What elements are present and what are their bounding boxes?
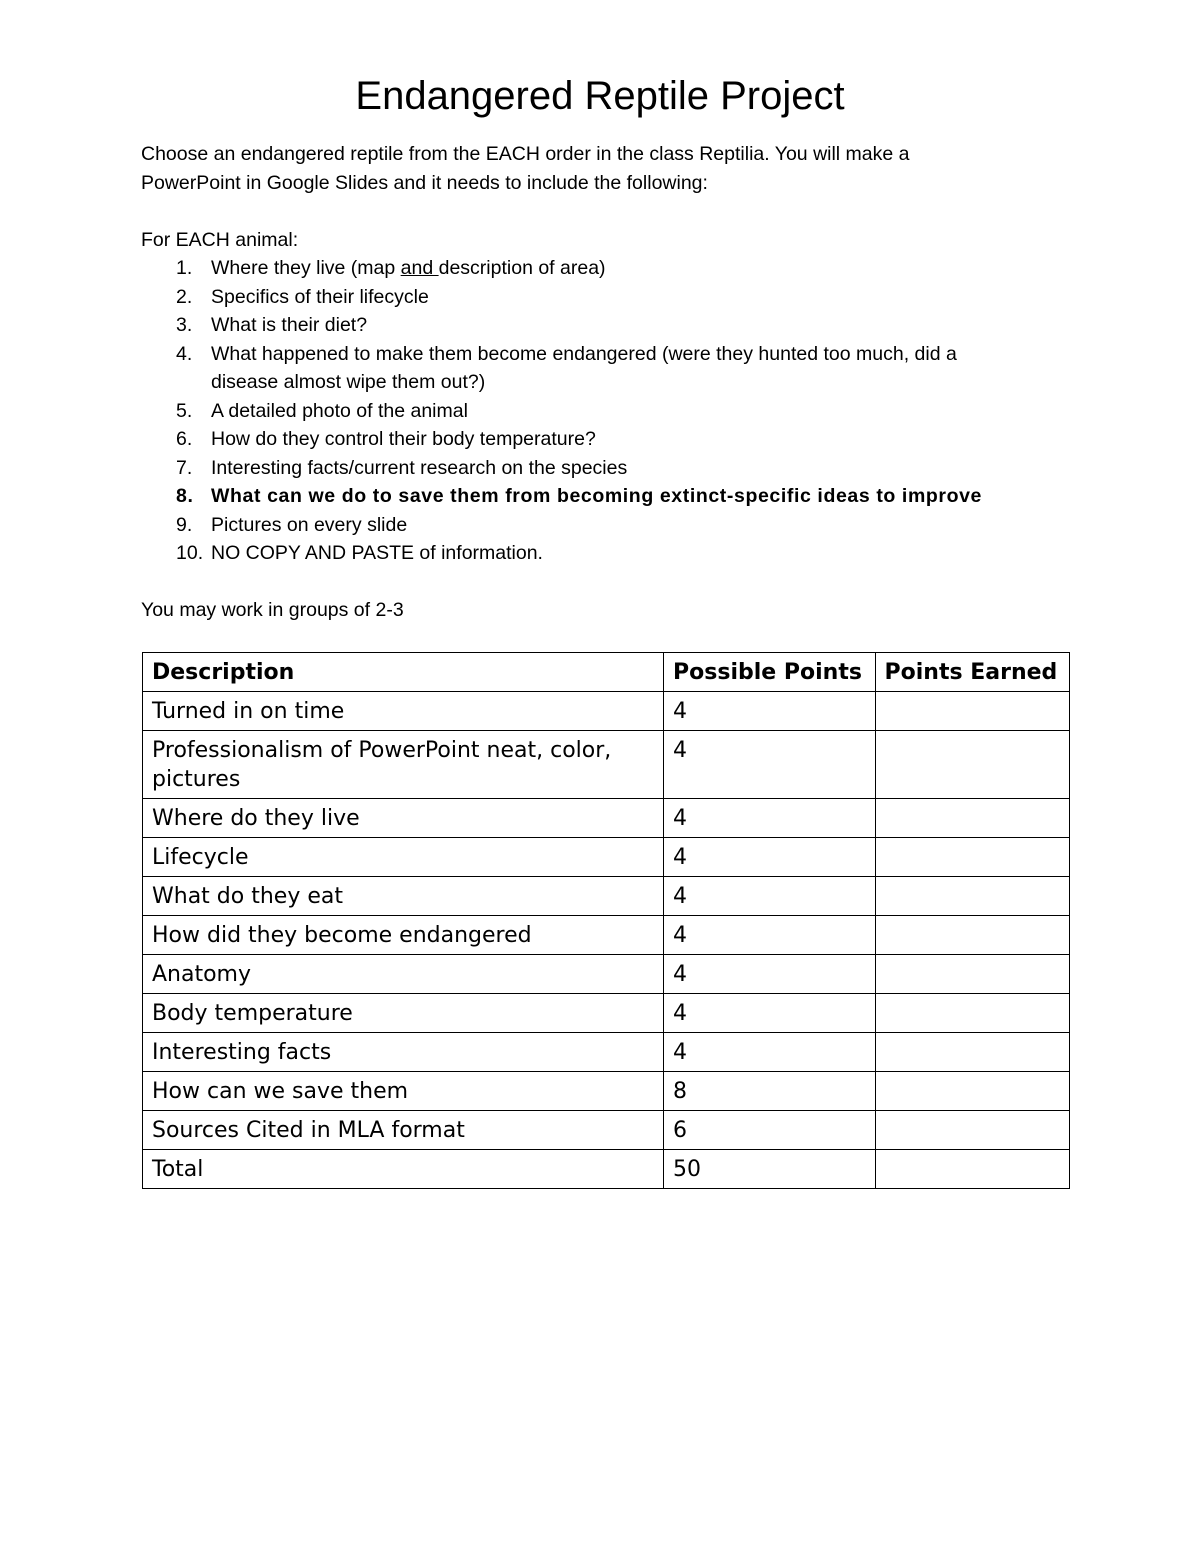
cell-possible-points: 4: [664, 994, 875, 1033]
cell-description: Interesting facts: [143, 1033, 664, 1072]
item-text: Where they live (map: [211, 257, 401, 279]
table-row: [143, 1111, 1070, 1150]
page-title: Endangered Reptile Project: [355, 74, 845, 118]
item-text: Pictures on every slide: [211, 513, 408, 536]
cell-description: Sources Cited in MLA format: [143, 1111, 664, 1150]
item-number: 1.: [176, 257, 193, 279]
cell-points-earned[interactable]: [875, 1072, 1069, 1111]
list-item: [141, 482, 1101, 511]
item-number: 6.: [176, 428, 193, 450]
list-item: [141, 311, 1101, 340]
item-number: 3.: [176, 314, 193, 336]
table-row: [143, 1033, 1070, 1072]
list-item: [141, 425, 1101, 454]
header-description: Description: [143, 653, 664, 692]
rubric-body: [143, 692, 1070, 1189]
item-text-continued: disease almost wipe them out?): [211, 371, 486, 393]
item-number: 2.: [176, 285, 193, 308]
item-text: What is their diet?: [211, 314, 368, 336]
table-row: [143, 955, 1070, 994]
cell-description: Turned in on time: [143, 692, 664, 731]
cell-points-earned[interactable]: [875, 799, 1069, 838]
item-text: What can we do to save them from becoming extinct-specific ideas to improve: [211, 485, 982, 507]
cell-description: How did they become endangered: [143, 916, 664, 955]
table-header-row: [143, 653, 1070, 692]
cell-description: Where do they live: [143, 799, 664, 838]
cell-possible-points: 4: [664, 838, 875, 877]
cell-description: Anatomy: [143, 955, 664, 994]
cell-points-earned[interactable]: [875, 994, 1069, 1033]
cell-possible-points: 4: [664, 731, 875, 799]
instructions-section: [141, 140, 1101, 625]
table-row: [143, 799, 1070, 838]
item-text: Interesting facts/current research on the species: [211, 456, 628, 479]
spacer: [141, 568, 1101, 597]
item-number: 7.: [176, 456, 193, 479]
item-text: How do they control their body temperature?: [211, 428, 596, 450]
list-item: [141, 397, 1101, 426]
list-item: [141, 283, 1101, 312]
item-text: Specifics of their lifecycle: [211, 285, 429, 308]
cell-possible-points: 8: [664, 1072, 875, 1111]
cell-points-earned[interactable]: [875, 838, 1069, 877]
table-row: [143, 731, 1070, 799]
header-possible-points: Possible Points: [664, 653, 875, 692]
cell-possible-points: 4: [664, 916, 875, 955]
list-item: [141, 539, 1101, 568]
intro-line-2: PowerPoint in Google Slides and it needs to include the following:: [141, 171, 708, 194]
table-row: [143, 838, 1070, 877]
item-text: A detailed photo of the animal: [211, 399, 468, 422]
spacer: [141, 197, 1101, 226]
cell-possible-points: 4: [664, 1033, 875, 1072]
item-number: 8.: [176, 485, 194, 507]
list-item: [141, 454, 1101, 483]
cell-description: How can we save them: [143, 1072, 664, 1111]
cell-points-earned[interactable]: [875, 877, 1069, 916]
for-each-label: For EACH animal:: [141, 228, 299, 251]
table-row: [143, 692, 1070, 731]
cell-points-earned[interactable]: [875, 1111, 1069, 1150]
list-item: [141, 340, 1101, 397]
list-item: [141, 254, 1101, 283]
table-row: [143, 877, 1070, 916]
cell-description: Lifecycle: [143, 838, 664, 877]
cell-points-earned[interactable]: [875, 731, 1069, 799]
item-number: 9.: [176, 513, 193, 536]
cell-possible-points: 4: [664, 692, 875, 731]
header-points-earned: Points Earned: [875, 653, 1069, 692]
groups-note: You may work in groups of 2-3: [141, 599, 404, 621]
cell-possible-points: 6: [664, 1111, 875, 1150]
cell-points-earned[interactable]: [875, 916, 1069, 955]
cell-description: Professionalism of PowerPoint neat, color, pictures: [143, 731, 664, 799]
cell-points-earned[interactable]: [875, 955, 1069, 994]
table-row: [143, 1150, 1070, 1189]
item-text: What happened to make them become endangered (were they hunted too much, did a: [211, 342, 957, 365]
item-number: 10.: [176, 542, 204, 564]
item-text: NO COPY AND PASTE of information.: [211, 542, 543, 564]
underlined-text: and: [400, 257, 439, 279]
cell-points-earned[interactable]: [875, 1150, 1069, 1189]
table-row: [143, 916, 1070, 955]
cell-points-earned[interactable]: [875, 692, 1069, 731]
cell-points-earned[interactable]: [875, 1033, 1069, 1072]
requirements-list: [141, 254, 1101, 568]
item-number: 5.: [176, 399, 193, 422]
rubric-table: [142, 652, 1070, 1189]
list-item: [141, 511, 1101, 540]
cell-description: Body temperature: [143, 994, 664, 1033]
cell-possible-points: 4: [664, 799, 875, 838]
cell-possible-points: 4: [664, 955, 875, 994]
item-number: 4.: [176, 342, 193, 365]
cell-possible-points: 4: [664, 877, 875, 916]
table-row: [143, 994, 1070, 1033]
cell-possible-points: 50: [664, 1150, 875, 1189]
item-text: description of area): [438, 257, 606, 279]
cell-description: Total: [143, 1150, 664, 1189]
cell-description: What do they eat: [143, 877, 664, 916]
intro-line-1: Choose an endangered reptile from the EACH order in the class Reptilia. You will make a: [141, 143, 910, 165]
table-row: [143, 1072, 1070, 1111]
